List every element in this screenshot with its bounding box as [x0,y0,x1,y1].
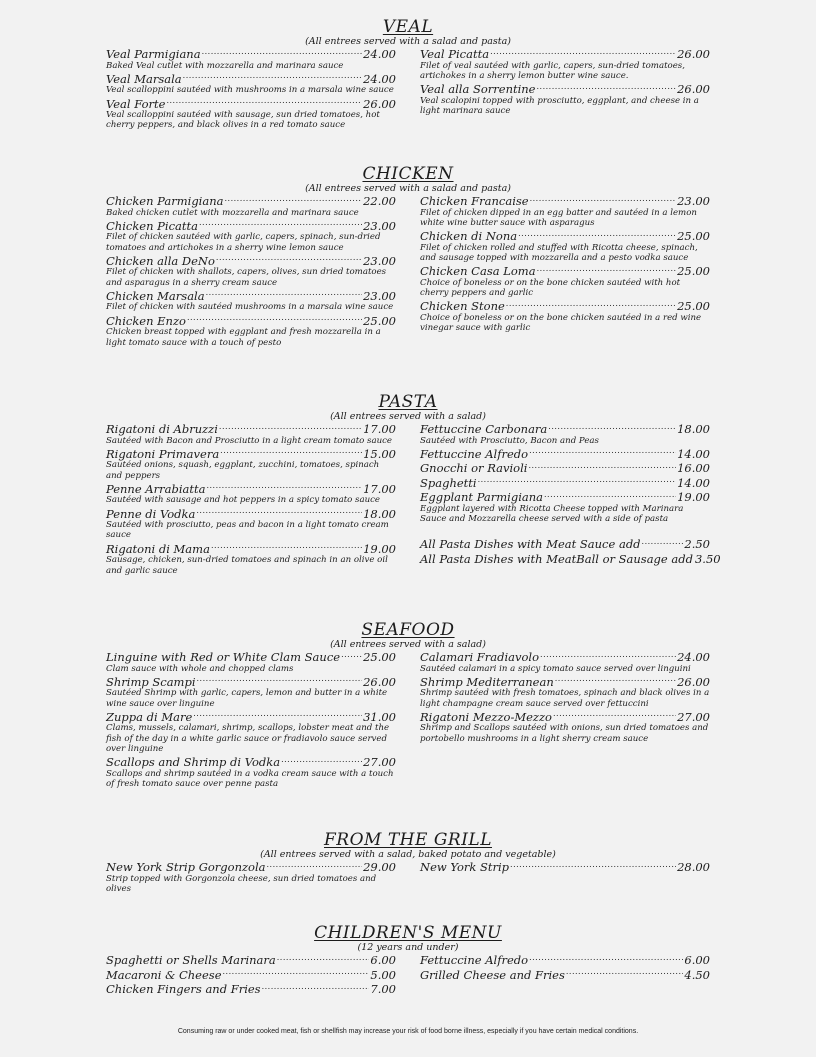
menu-item-description: Baked Veal cutlet with mozzarella and marinara sauce [106,60,344,71]
menu-item-name: Rigatoni Mezzo-Mezzo [420,709,552,724]
menu-item-name: Veal Marsala [106,71,182,86]
menu-item-description: Filet of chicken with shallots, capers, olives, sun dried tomatoes and asparagus in a sherry cream sauce [106,267,387,288]
menu-item-row [420,675,710,689]
menu-item-description: Clam sauce with whole and chopped clams [106,663,294,674]
menu-item-row [420,229,710,243]
menu-item-row [420,447,710,461]
dot-leader [537,82,677,93]
menu-item-name: Chicken Picatta [106,218,198,233]
menu-item-row [106,47,396,61]
menu-item-name: Penne di Vodka [106,506,196,521]
menu-columns [106,47,710,132]
menu-columns [106,194,710,349]
menu-item [420,490,710,524]
menu-item-name: Chicken Enzo [106,313,186,328]
dot-leader [267,860,363,871]
menu-item-name: Calamari Fradiavolo [420,650,540,664]
menu-section-chicken [106,165,710,349]
menu-item-price: 25.00 [363,650,396,664]
menu-item [420,675,710,709]
menu-item [420,47,710,81]
dot-leader [216,254,362,265]
menu-item [420,953,710,967]
menu-item [420,447,710,461]
menu-item [420,650,710,674]
menu-item-price: 19.00 [677,490,710,505]
dot-leader [206,482,362,493]
dot-leader [548,422,676,433]
menu-item-row [420,194,710,208]
dot-leader [199,219,362,230]
menu-item-description: Chicken breast topped with eggplant and fresh mozzarella in a light tomato sauce with a touch of pesto [106,327,381,348]
section-subtitle: (All entrees served with a salad) [330,411,486,422]
menu-item [106,72,396,96]
dot-leader [490,47,676,58]
dot-leader [566,968,684,979]
menu-item-name: Veal Forte [106,96,166,111]
dot-leader [553,710,676,721]
dot-leader [206,289,362,300]
dot-leader [341,650,362,661]
menu-item-row [106,194,396,208]
menu-item-price: 24.00 [363,47,396,61]
dot-leader [478,476,676,487]
menu-column-left [106,860,396,895]
menu-section-seafood [106,621,710,790]
menu-item-description: Choice of boneless or on the bone chicken sautéed with hot cherry peppers and garlic [420,277,681,298]
menu-columns [106,650,710,790]
menu-item-price: 14.00 [677,446,710,461]
menu-item-description: Shrimp sautéed with fresh tomatoes, spinach and black olives in a light champagne cream sauce served over fettuccini [420,688,710,709]
menu-item-row [420,461,710,475]
menu-item [106,860,396,894]
menu-item [420,710,710,744]
menu-item-name: Spaghetti [420,475,477,490]
spacer [420,525,710,537]
menu-item [106,507,396,541]
section-subtitle: (All entrees served with a salad and pasta) [305,183,511,194]
menu-section-veal [106,18,710,132]
menu-item-description: Sautéed Shrimp with garlic, capers, lemon and butter in a white wine sauce over linguine [106,688,388,709]
menu-item-row [420,953,710,967]
menu-item-description: Veal scalloppini sautéed with mushrooms in a marsala wine sauce [106,85,394,96]
menu-item-price: 4.50 [684,967,710,982]
menu-section-childrens [106,924,710,997]
menu-item-name: Linguine with Red or White Clam Sauce [106,650,341,664]
menu-item-price: 25.00 [677,299,710,314]
section-subtitle: (12 years and under) [357,942,459,953]
menu-item [106,219,396,253]
menu-item-name: Chicken Fingers and Fries [106,982,261,996]
menu-item-row [106,254,396,268]
menu-item-row [106,710,396,724]
menu-column-left [106,650,396,790]
dot-leader [187,314,362,325]
menu-item-name: Fettuccine Alfredo [420,953,529,967]
menu-item-row [106,447,396,461]
menu-item-row [106,97,396,111]
menu-item-price: 5.00 [370,967,396,982]
section-title: CHICKEN [362,164,454,184]
menu-item-row [420,968,710,982]
menu-item-description: Shrimp and Scallops sautéed with onions, sun dried tomatoes and portobello mushrooms in a light sherry cream sauce [420,723,709,744]
menu-item-price: 6.00 [684,953,710,967]
menu-item-description: Strip topped with Gorgonzola cheese, sun dried tomatoes and olives [106,873,377,894]
section-title: CHILDREN'S MENU [314,923,502,943]
menu-columns [106,422,721,577]
menu-item-name: All Pasta Dishes with MeatBall or Sausage add [420,551,693,566]
dot-leader [529,447,676,458]
menu-item-price: 23.00 [363,218,396,233]
menu-item-row [106,542,396,556]
menu-columns [106,953,710,997]
menu-item-price: 26.00 [677,82,710,97]
menu-item-name: New York Strip [420,860,510,874]
menu-item-name: Gnocchi or Ravioli [420,461,528,476]
menu-item-name: Fettuccine Carbonara [420,422,548,436]
menu-item-row [420,422,710,436]
menu-item [420,82,710,116]
menu-item-price: 22.00 [363,194,396,208]
menu-item-price: 23.00 [363,288,396,303]
menu-item-row [106,755,396,769]
menu-item [106,194,396,218]
dot-leader [211,542,362,553]
menu-item [106,254,396,288]
dot-leader [510,860,676,871]
menu-item-description: Filet of chicken dipped in an egg batter and sautéed in a lemon white wine butter sauce with asparagus [420,207,697,228]
menu-item-row [106,482,396,496]
dot-leader [202,47,363,58]
menu-item-description: Sautéed with prosciutto, peas and bacon in a light tomato cream sauce [106,520,389,541]
menu-item-name: Veal Picatta [420,47,490,61]
menu-item-description: Baked chicken cutlet with mozzarella and marinara sauce [106,207,359,218]
menu-item-name: Chicken Marsala [106,288,205,303]
dot-leader [642,537,684,548]
menu-item-name: Rigatoni di Abruzzi [106,422,218,436]
food-safety-disclaimer: Consuming raw or under cooked meat, fish or shellfish may increase your risk of food borne illness, especially if you have certain medical conditions. [177,1028,639,1035]
menu-item [420,264,710,298]
menu-item-price: 28.00 [677,860,710,874]
menu-column-left [106,422,396,577]
menu-item-price: 24.00 [677,650,710,664]
menu-item-price: 17.00 [363,481,396,496]
menu-item [420,551,721,566]
menu-item-row [420,710,710,724]
menu-column-right [420,650,710,790]
menu-item [106,47,396,71]
menu-section-pasta [106,392,721,577]
menu-item-row [106,314,396,328]
menu-item-price: 16.00 [677,461,710,476]
menu-item [106,482,396,506]
menu-item-row [420,551,721,566]
menu-item-row [106,422,396,436]
menu-item-name: Macaroni & Cheese [106,967,222,982]
menu-item-row [420,82,710,96]
menu-item-name: Zuppa di Mare [106,709,193,724]
menu-item-row [106,219,396,233]
menu-item [106,968,396,982]
menu-item [106,97,396,131]
menu-columns [106,860,710,895]
menu-item [106,447,396,481]
dot-leader [540,650,676,661]
dot-leader [281,755,362,766]
menu-item [420,194,710,228]
menu-item-row [420,537,710,551]
menu-item-name: Scallops and Shrimp di Vodka [106,755,281,770]
section-title: FROM THE GRILL [324,830,492,850]
menu-item-row [106,860,396,874]
menu-item-row [420,860,710,874]
menu-item-description: Clams, mussels, calamari, shrimp, scallops, lobster meat and the fish of the day in a white garlic sauce or fradiavolo sauce served over linguine [106,723,390,754]
menu-item-price: 19.00 [363,541,396,556]
menu-item-name: Rigatoni di Mama [106,541,210,556]
menu-item [420,229,710,263]
section-title: SEAFOOD [361,620,455,640]
menu-item-name: Chicken Casa Loma [420,264,536,279]
menu-item [106,710,396,754]
menu-item-row [106,650,396,664]
dot-leader [537,264,677,275]
menu-item-row [106,507,396,521]
menu-item-price: 27.00 [677,709,710,724]
menu-item-description: Veal scalopini topped with prosciutto, eggplant, and cheese in a light marinara sauce [420,95,699,116]
menu-item-description: Veal scalloppini sautéed with sausage, sun dried tomatoes, hot cherry peppers, and black olives in a red tomato sauce [106,110,380,131]
menu-item-price: 25.00 [677,264,710,279]
menu-item-price: 18.00 [363,506,396,521]
dot-leader [277,953,370,964]
menu-item-name: Shrimp Scampi [106,674,196,689]
menu-item-price: 7.00 [370,982,396,996]
menu-item [106,982,396,996]
menu-item-description: Filet of veal sautéed with garlic, capers, sun-dried tomatoes, artichokes in a sherry lemon butter wine sauce. [420,60,685,81]
menu-item [420,860,710,874]
menu-item-name: Chicken Francaise [420,194,529,208]
menu-item [420,422,710,446]
section-subtitle: (All entrees served with a salad, baked potato and vegetable) [260,849,556,860]
menu-item-row [420,47,710,61]
menu-column-left [106,953,396,997]
dot-leader [193,710,362,721]
menu-item-price: 6.00 [370,953,396,967]
menu-item-price: 26.00 [677,674,710,689]
menu-item-price: 3.50 [694,551,721,566]
menu-item-name: Fettuccine Alfredo [420,446,529,461]
dot-leader [518,229,676,240]
menu-item-name: New York Strip Gorgonzola [106,860,266,874]
menu-item-row [420,650,710,664]
dot-leader [506,299,676,310]
menu-item-name: Chicken alla DeNo [106,253,215,268]
menu-item-description: Scallops and shrimp sautéed in a vodka cream sauce with a touch of fresh tomato sauce over penne pasta [106,768,394,790]
menu-item [106,422,396,446]
dot-leader [220,447,362,458]
menu-item-name: Spaghetti or Shells Marinara [106,953,276,967]
menu-column-right [420,194,710,349]
menu-item-price: 25.00 [677,229,710,244]
menu-item-description: Sautéed with sausage and hot peppers in a spicy tomato sauce [106,495,381,506]
menu-item-name: Shrimp Mediterranean [420,674,554,689]
menu-item-name: Chicken Parmigiana [106,194,224,208]
dot-leader [196,507,362,518]
menu-item-row [420,264,710,278]
menu-item-price: 31.00 [363,709,396,724]
menu-item-price: 2.50 [684,537,710,552]
menu-item-description: Choice of boneless or on the bone chicken sautéed in a red wine vinegar sauce with garlic [420,312,702,334]
menu-item-description: Filet of chicken rolled and stuffed with Ricotta cheese, spinach, and sausage topped with mozzarella and a pesto vodka sauce [420,242,698,263]
menu-item [420,968,710,982]
menu-item-name: Veal Parmigiana [106,47,201,61]
menu-column-left [106,194,396,349]
menu-column-right [420,47,710,132]
menu-item-price: 29.00 [363,860,396,874]
menu-column-right [420,953,710,997]
menu-column-left [106,47,396,132]
menu-item-description: Sautéed with Prosciutto, Bacon and Peas [420,435,599,446]
menu-item-name: Chicken di Nona [420,229,518,244]
menu-item-description: Filet of chicken with sautéed mushrooms in a marsala wine sauce [106,302,394,313]
menu-item-row [106,968,396,982]
menu-item-name: All Pasta Dishes with Meat Sauce add [420,537,641,552]
menu-item-name: Grilled Cheese and Fries [420,967,565,982]
dot-leader [544,490,676,501]
dot-leader [530,194,676,205]
dot-leader [262,982,370,993]
menu-item-price: 26.00 [363,96,396,111]
menu-item-description: Eggplant layered with Ricotta Cheese topped with Marinara Sauce and Mozzarella cheese served with a side of pasta [420,503,684,525]
menu-column-right [420,422,721,577]
menu-item-price: 17.00 [363,422,396,436]
menu-item-row [106,982,396,996]
menu-item-row [106,953,396,967]
menu-item-price: 23.00 [363,253,396,268]
menu-item-name: Chicken Stone [420,299,505,314]
menu-item-price: 24.00 [363,71,396,86]
menu-item [106,755,396,789]
menu-item-price: 23.00 [677,194,710,208]
menu-item-price: 15.00 [363,446,396,461]
dot-leader [528,461,676,472]
menu-item-price: 26.00 [363,674,396,689]
section-subtitle: (All entrees served with a salad and pasta) [305,36,511,47]
menu-item [106,675,396,709]
menu-item-price: 26.00 [677,47,710,61]
menu-item-price: 25.00 [363,313,396,328]
menu-item-name: Penne Arrabiatta [106,481,206,496]
menu-item-row [420,476,710,490]
dot-leader [555,675,676,686]
menu-item-row [420,490,710,504]
menu-item-description: Sausage, chicken, sun-dried tomatoes and spinach in an olive oil and garlic sauce [106,555,388,576]
menu-item-row [106,72,396,86]
menu-item-name: Rigatoni Primavera [106,446,220,461]
menu-item [420,537,710,551]
menu-item [106,650,396,674]
dot-leader [197,675,363,686]
menu-item-description: Filet of chicken sautéed with garlic, capers, spinach, sun-dried tomatoes and artichokes in a sherry wine lemon sauce [106,232,381,253]
menu-item-row [106,675,396,689]
menu-item [106,314,396,348]
dot-leader [166,97,362,108]
dot-leader [529,953,683,964]
menu-section-grill [106,831,710,895]
menu-item [420,461,710,475]
menu-item-row [420,299,710,313]
menu-item-description: Sautéed with Bacon and Prosciutto in a light cream tomato sauce [106,435,393,446]
menu-item [106,953,396,967]
menu-item [420,476,710,490]
section-subtitle: (All entrees served with a salad) [330,639,486,650]
menu-item-price: 18.00 [677,422,710,436]
dot-leader [223,968,370,979]
dot-leader [183,72,362,83]
menu-column-right [420,860,710,895]
dot-leader [224,194,362,205]
menu-item [106,289,396,313]
section-title: VEAL [382,17,434,37]
menu-item [420,299,710,333]
menu-item-price: 27.00 [363,755,396,770]
menu-item-price: 14.00 [677,475,710,490]
menu-item-name: Veal alla Sorrentine [420,82,536,97]
menu-item-description: Sautéed onions, squash, eggplant, zucchini, tomatoes, spinach and peppers [106,460,380,481]
menu-item-row [106,289,396,303]
menu-item [106,542,396,576]
menu-item-name: Eggplant Parmigiana [420,490,544,505]
dot-leader [219,422,362,433]
menu-item-description: Sautéed calamari in a spicy tomato sauce served over linguini [420,663,691,674]
section-title: PASTA [378,392,438,412]
